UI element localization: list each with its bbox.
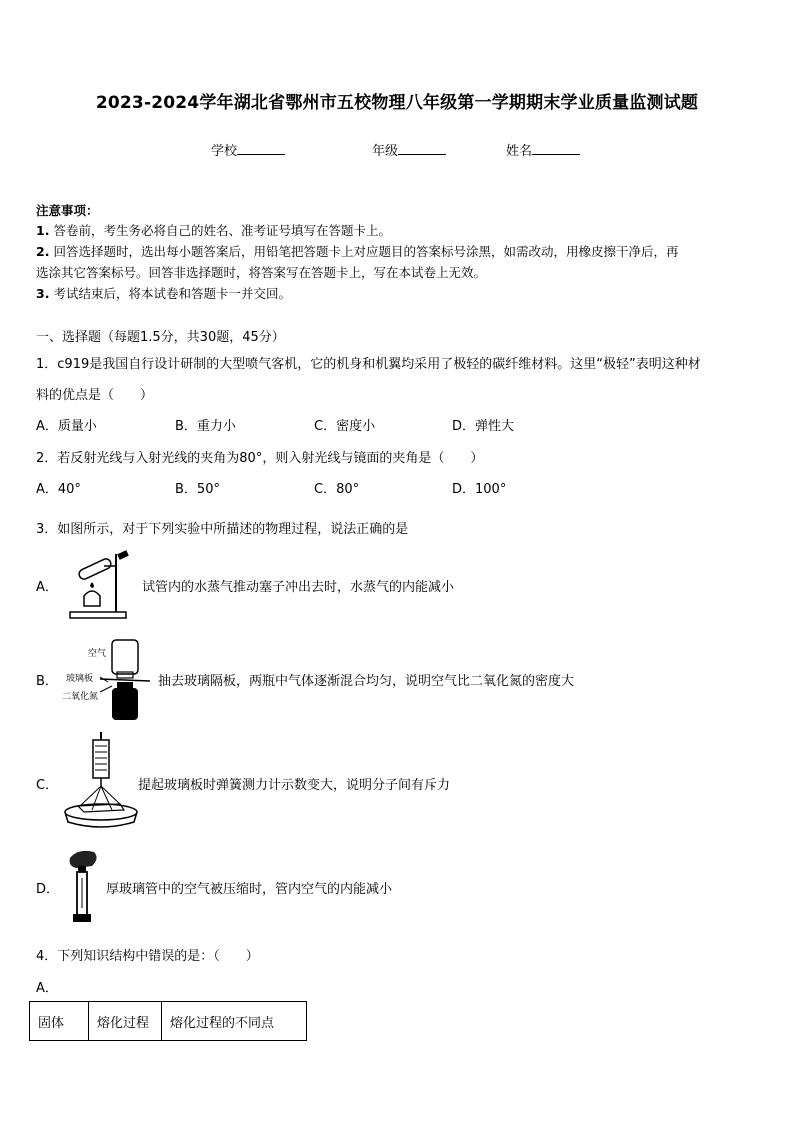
q2-option-d[interactable]: D．100° (452, 482, 507, 497)
q1-text-cont: 料的优点是（ ） (36, 388, 154, 403)
q3-option-b-label[interactable]: B． (36, 674, 58, 689)
name-blank[interactable] (532, 142, 580, 155)
notice-item-2-cont: 选涂其它答案标号。回答非选择题时，将答案写在答题卡上，写在本试卷上无效。 (36, 265, 487, 280)
spring-scale-glass-plate-figure (62, 732, 140, 830)
q2-option-b[interactable]: B．50° (175, 482, 220, 497)
notice-item-1: 1. 答卷前，考生务必将自己的姓名、准考证号填写在答题卡上。 (36, 223, 391, 238)
q3-option-a-text: 试管内的水蒸气推动塞子冲出去时，水蒸气的内能减小 (142, 580, 455, 595)
table-cell-difference: 熔化过程的不同点 (162, 1002, 307, 1041)
q1-option-b[interactable]: B．重力小 (175, 419, 236, 434)
q3-option-a-label[interactable]: A． (36, 580, 58, 595)
name-field (506, 140, 580, 159)
q3-option-b-text: 抽去玻璃隔板，两瓶中气体逐渐混合均匀，说明空气比二氧化氮的密度大 (158, 674, 575, 689)
grade-label: 年级 (372, 144, 399, 159)
q3-option-d-text: 厚玻璃管中的空气被压缩时，管内空气的内能减小 (106, 882, 393, 897)
q1-text: 1．c919是我国自行设计研制的大型喷气客机，它的机身和机翼均采用了极轻的碳纤维材料。这里“极轻”表明这种材 (36, 357, 701, 372)
q1-option-d[interactable]: D．弹性大 (452, 419, 515, 434)
page-title: 2023-2024学年湖北省鄂州市五校物理八年级第一学期期末学业质量监测试题 (95, 93, 699, 113)
grade-blank[interactable] (398, 142, 446, 155)
q4-option-a-label[interactable]: A． (36, 981, 58, 996)
knowledge-table (29, 1001, 307, 1041)
q1-option-a[interactable]: A．质量小 (36, 419, 97, 434)
q3-text: 3．如图所示，对于下列实验中所描述的物理过程，说法正确的是 (36, 522, 409, 537)
name-label: 姓名 (506, 144, 533, 159)
table-row (30, 1002, 307, 1041)
notice-item-2: 2. 回答选择题时，选出每小题答案后，用铅笔把答题卡上对应题目的答案标号涂黑，如需改动，用橡皮擦干净后，再 (36, 244, 679, 259)
q2-text: 2．若反射光线与入射光线的夹角为80°，则入射光线与镜面的夹角是（ ） (36, 451, 484, 466)
table-cell-solid: 固体 (30, 1002, 89, 1041)
notice-item-3: 3. 考试结束后，将本试卷和答题卡一并交回。 (36, 286, 291, 301)
q2-option-c[interactable]: C．80° (314, 482, 360, 497)
section-heading: 一、选择题（每题1.5分，共30题，45分） (36, 330, 285, 345)
school-field (211, 140, 285, 159)
fig-label-no2: 二氧化氮 (62, 692, 99, 702)
table-cell-melting: 熔化过程 (89, 1002, 162, 1041)
school-blank[interactable] (237, 142, 285, 155)
q1-option-c[interactable]: C．密度小 (314, 419, 376, 434)
test-tube-heating-figure (66, 546, 138, 622)
q4-text: 4．下列知识结构中错误的是：（ ） (36, 949, 259, 964)
q3-option-d-label[interactable]: D． (36, 882, 60, 897)
fig-label-glass: 玻璃板 (66, 674, 94, 684)
q3-option-c-text: 提起玻璃板时弹簧测力计示数变大，说明分子间有斥力 (138, 778, 451, 793)
fig-label-air: 空气 (88, 649, 107, 659)
notice-heading: 注意事项： (36, 203, 99, 218)
compressed-air-tube-figure (64, 848, 102, 926)
grade-field (372, 140, 446, 159)
gas-diffusion-figure (98, 636, 154, 722)
q2-option-a[interactable]: A．40° (36, 482, 81, 497)
q3-option-c-label[interactable]: C． (36, 778, 59, 793)
school-label: 学校 (211, 144, 238, 159)
